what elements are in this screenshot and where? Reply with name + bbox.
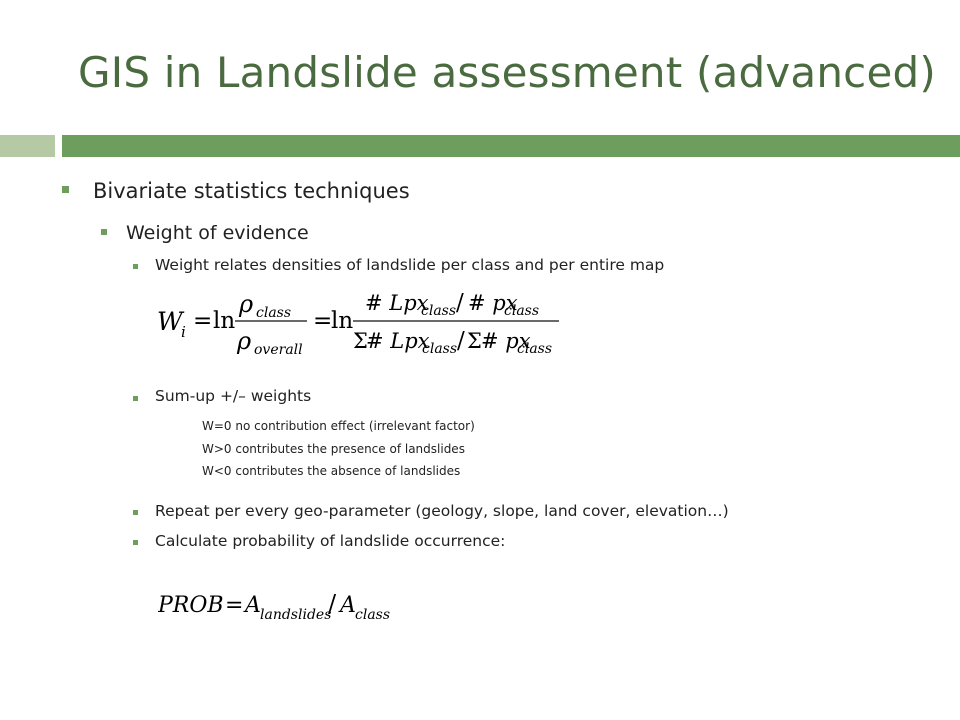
bullet-level2: Weight of evidence [126,222,309,244]
formula-num-px: # px [468,291,518,315]
title-accent-bar [62,135,960,157]
formula-equals-2: = [313,308,333,334]
bullet-level1: Bivariate statistics techniques [93,179,410,203]
bullet-repeat: Repeat per every geo-parameter (geology, slope, land cover, elevation…) [155,502,729,520]
square-bullet-icon [133,264,138,269]
square-bullet-icon [133,396,138,401]
formula-rho-den: ρ [237,327,252,355]
square-bullet-icon [133,510,138,515]
formula-den-lpx: # Lpx [366,329,430,353]
formula-ln-2: ln [331,308,354,334]
bullet-calculate: Calculate probability of landslide occurrence: [155,532,506,550]
probability-formula [158,588,408,628]
formula-den-px-sub: class [517,341,553,357]
page-title: GIS in Landslide assessment (advanced) [78,48,936,97]
bullet-weight-relates: Weight relates densities of landslide per class and per entire map [155,256,665,274]
bullet-sum-up: Sum-up +/– weights [155,387,312,405]
note-w-zero: W=0 no contribution effect (irrelevant factor) [202,419,475,433]
formula-sigma-2: Σ [467,329,482,353]
square-bullet-icon [133,540,138,545]
formula-rho-num: ρ [239,290,254,318]
formula-den-slash: / [457,328,465,354]
formula2-a1: A [245,593,261,618]
note-w-positive: W>0 contributes the presence of landslides [202,442,465,456]
formula-sub-overall: overall [254,342,303,358]
formula2-a2: A [340,593,356,618]
formula2-sub-landslides: landslides [260,607,332,623]
formula-equals: = [193,308,213,334]
formula2-sub-class: class [355,607,391,623]
formula-w: W [157,307,183,336]
formula-prob: PROB [158,593,224,618]
formula-sigma-1: Σ [353,329,368,353]
formula-num-lpx-sub: class [421,303,457,319]
formula-den-px: # px [481,329,531,353]
formula2-equals: = [225,593,244,618]
formula-ln: ln [213,308,236,334]
formula-num-px-sub: class [504,303,540,319]
formula-num-slash: / [456,290,464,316]
note-w-negative: W<0 contributes the absence of landslides [202,464,461,478]
weight-formula [155,286,585,366]
formula-w-sub: i [181,323,186,341]
formula-num-lpx: # Lpx [365,291,429,315]
formula-sub-class: class [256,305,292,321]
formula-den-lpx-sub: class [422,341,458,357]
title-accent-bar-light [0,135,55,157]
square-bullet-icon [101,229,107,235]
formula2-slash: / [328,590,337,618]
square-bullet-icon [62,186,69,193]
